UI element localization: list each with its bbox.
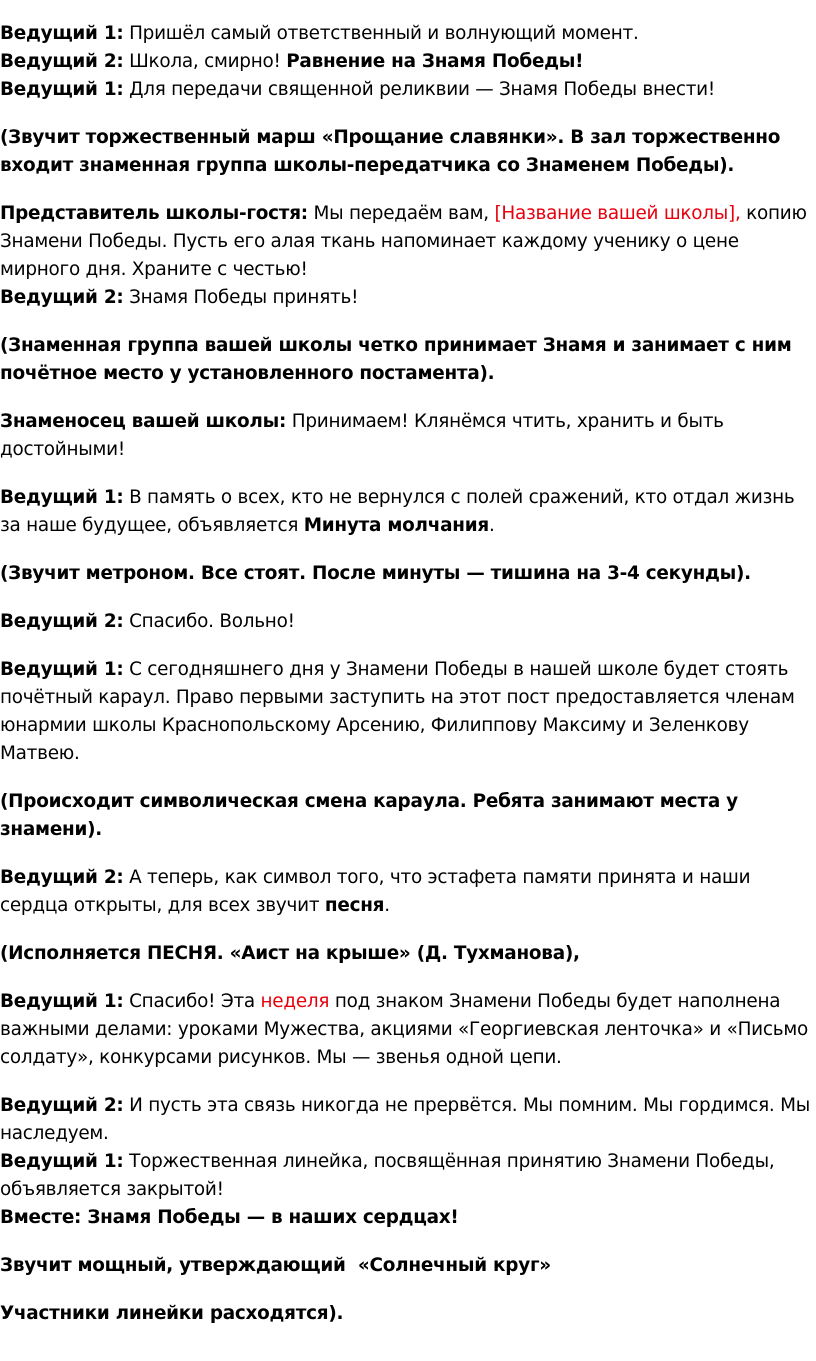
stage-direction-text: Участники линейки расходятся).	[0, 1303, 344, 1324]
stage-direction	[0, 560, 812, 588]
line-text: И пусть эта связь никогда не прервётся. Мы помним. Мы гордимся. Мы наследуем.	[0, 1095, 810, 1144]
line-text-continued: .	[384, 895, 390, 916]
stage-direction-text: Звучит мощный, утверждающий «Солнечный круг»	[0, 1255, 551, 1276]
script-line	[0, 864, 812, 920]
line-text: Школа, смирно!	[123, 51, 287, 72]
speaker-label: Знаменосец вашей школы:	[0, 411, 287, 432]
stage-direction	[0, 940, 812, 968]
script-line	[0, 200, 812, 284]
placeholder-school-name: [Название вашей школы],	[494, 203, 741, 224]
line-text: С сегодняшнего дня у Знамени Победы в нашей школе будет стоять почётный караул. Право первыми заступить на этот пост предоставляется членам юнармии школы Краснопольскому Арсению, Филиппову Максиму и Зеленкову Матвею.	[0, 659, 795, 764]
stage-direction	[0, 124, 812, 180]
speaker-label: Ведущий 2:	[0, 611, 124, 632]
stage-direction-text: (Исполняется ПЕСНЯ. «Аист на крыше» (Д. Тухманова),	[0, 943, 580, 964]
speaker-label: Ведущий 2:	[0, 287, 124, 308]
line-text: Знамя Победы принять!	[123, 287, 359, 308]
speaker-label: Ведущий 2:	[0, 51, 124, 72]
line-text-continued: копию Знамени Победы. Пусть его алая ткань напоминает каждому ученику о цене мирного дня. Храните с честью!	[0, 203, 807, 280]
line-text: Принимаем! Клянёмся чтить, хранить и быть достойными!	[0, 411, 724, 460]
line-text: Спасибо. Вольно!	[123, 611, 295, 632]
stage-direction	[0, 788, 812, 844]
script-line	[0, 20, 812, 48]
stage-direction-text: (Знаменная группа вашей школы четко принимает Знамя и занимает с ним почётное место у установленного постамента).	[0, 335, 792, 384]
line-text: Для передачи священной реликвии — Знамя Победы внести!	[123, 79, 715, 100]
script-line	[0, 1148, 812, 1204]
stage-direction	[0, 332, 812, 388]
stage-direction	[0, 1204, 812, 1232]
line-text: Торжественная линейка, посвящённая принятию Знамени Победы, объявляется закрытой!	[0, 1151, 775, 1200]
stage-direction	[0, 1252, 812, 1280]
script-line	[0, 284, 812, 312]
script-line	[0, 48, 812, 76]
speaker-label: Ведущий 1:	[0, 487, 124, 508]
line-text: Мы передаём вам,	[307, 203, 495, 224]
highlight-week: неделя	[260, 991, 330, 1012]
stage-direction	[0, 1300, 812, 1328]
script-line	[0, 656, 812, 768]
script-line	[0, 988, 812, 1072]
emphasis-text: Равнение на Знамя Победы!	[286, 51, 584, 72]
speaker-label: Представитель школы-гостя:	[0, 203, 308, 224]
line-text: В память о всех, кто не вернулся с полей сражений, кто отдал жизнь за наше будущее, объявляется	[0, 487, 801, 536]
stage-direction-text: (Происходит символическая смена караула. Ребята занимают места у знамени).	[0, 791, 738, 840]
script-line	[0, 1092, 812, 1148]
speaker-label: Ведущий 1:	[0, 991, 124, 1012]
line-text: Пришёл самый ответственный и волнующий момент.	[123, 23, 639, 44]
line-text: Спасибо! Эта	[123, 991, 261, 1012]
speaker-label: Ведущий 1:	[0, 659, 124, 680]
speaker-label: Ведущий 1:	[0, 79, 124, 100]
script-line	[0, 76, 812, 104]
emphasis-text: Минута молчания	[303, 515, 489, 536]
script-line	[0, 484, 812, 540]
speaker-label: Ведущий 1:	[0, 23, 124, 44]
stage-direction-text: (Звучит метроном. Все стоят. После минуты — тишина на 3-4 секунды).	[0, 563, 751, 584]
script-line	[0, 608, 812, 636]
emphasis-text: песня	[324, 895, 385, 916]
speaker-label: Ведущий 1:	[0, 1151, 124, 1172]
speaker-label: Ведущий 2:	[0, 867, 124, 888]
line-text-continued: .	[488, 515, 495, 536]
speaker-label: Ведущий 2:	[0, 1095, 124, 1116]
together-line: Вместе: Знамя Победы — в наших сердцах!	[0, 1207, 459, 1228]
script-line	[0, 408, 812, 464]
line-text: А теперь, как символ того, что эстафета памяти принята и наши сердца открыты, для всех звучит	[0, 867, 756, 916]
line-text-continued: под знаком Знамени Победы будет наполнена важными делами: уроками Мужества, акциями «Георгиевская ленточка» и «Письмо солдату», конкурсами рисунков. Мы — звенья одной цепи.	[0, 991, 808, 1068]
stage-direction-text: (Звучит торжественный марш «Прощание славянки». В зал торжественно входит знаменная группа школы-передатчика со Знаменем Победы).	[0, 127, 781, 176]
